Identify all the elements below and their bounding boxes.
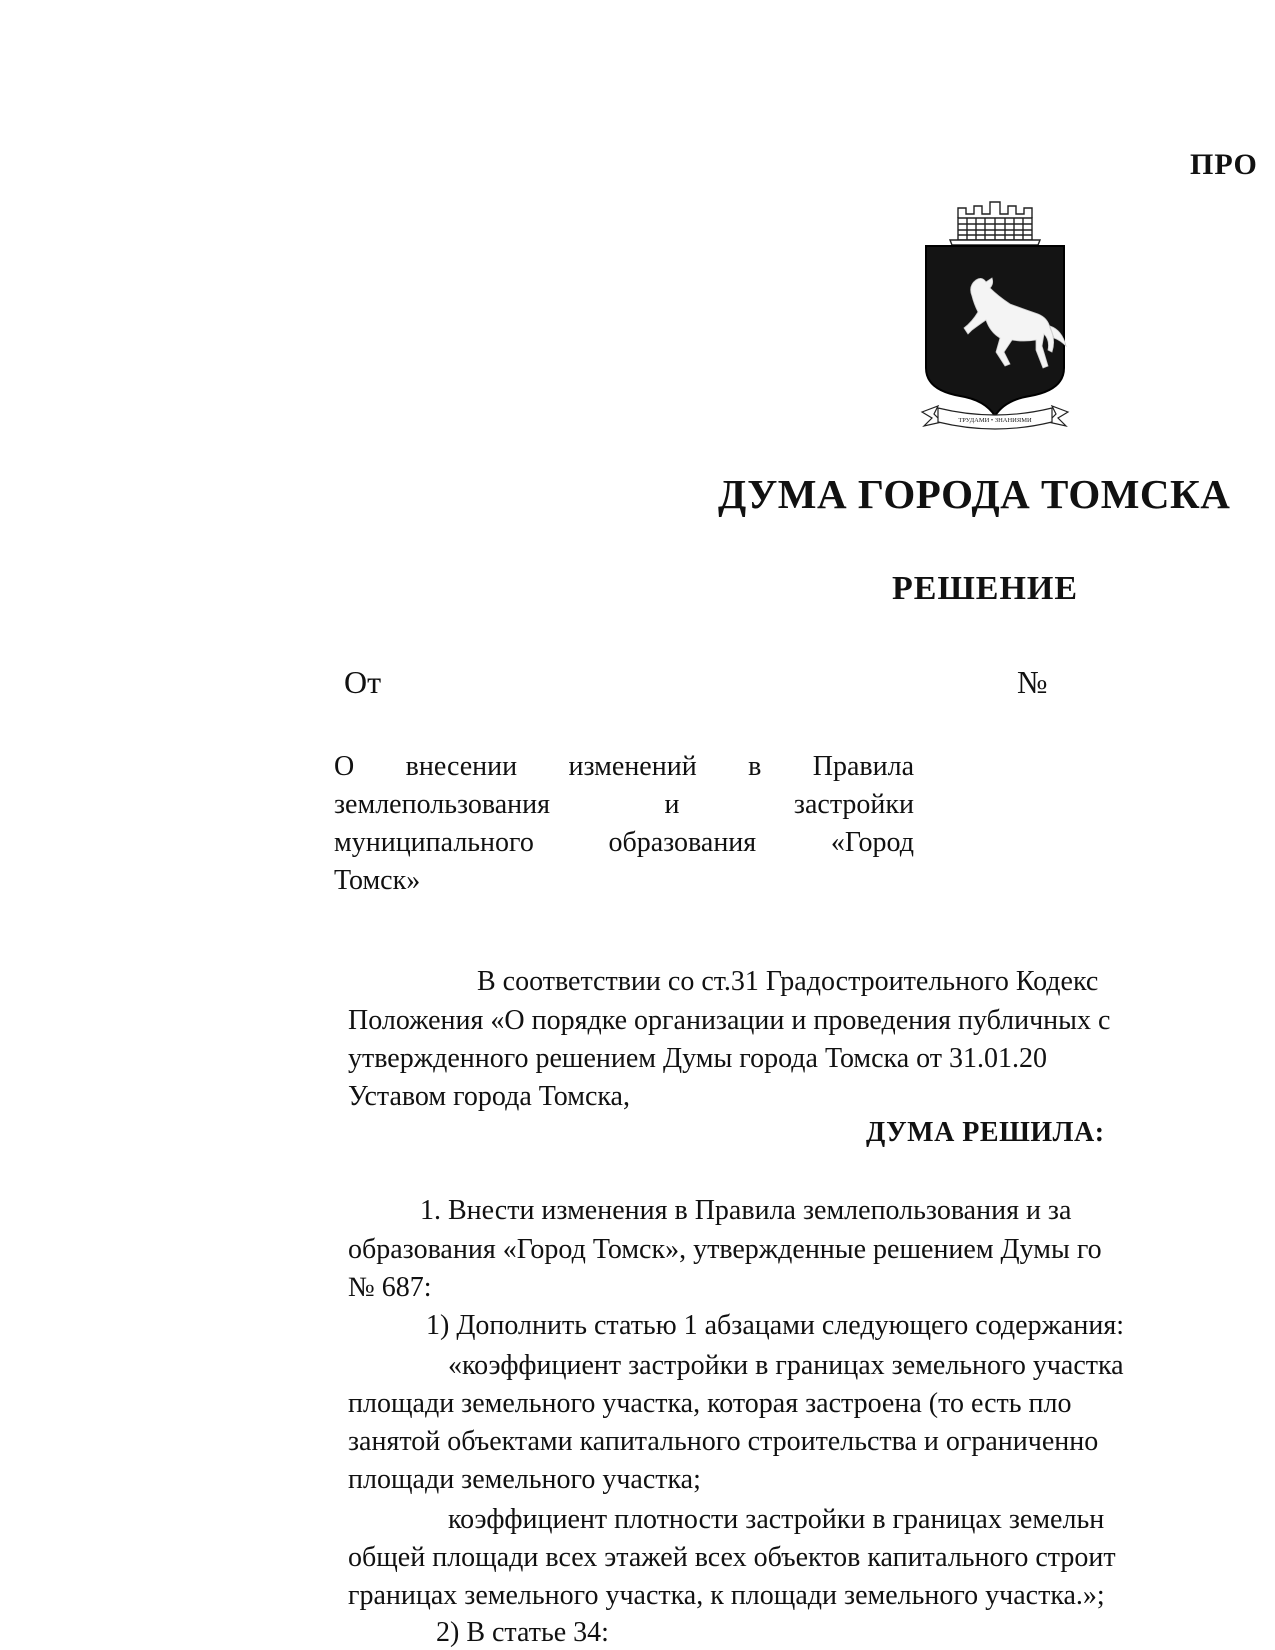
subject-line: О внесении изменений в Правила: [334, 751, 914, 782]
document-type: РЕШЕНИЕ: [892, 570, 1079, 607]
definition-line: площади земельного участка;: [348, 1464, 701, 1495]
definition-line: «коэффициент застройки в границах земельного участка: [448, 1350, 1124, 1381]
subject-block: [334, 748, 914, 900]
definition-line: общей площади всех этажей всех объектов капитального строит: [348, 1542, 1116, 1573]
number-label: №: [1017, 664, 1048, 700]
preamble-line: Положения «О порядке организации и проведения публичных с: [348, 1005, 1111, 1036]
item-line: № 687:: [348, 1272, 432, 1303]
definition-line: границах земельного участка, к площади земельного участка.»;: [348, 1580, 1105, 1611]
issuer-title: ДУМА ГОРОДА ТОМСКА: [718, 471, 1231, 517]
preamble-line: Уставом города Томска,: [348, 1081, 630, 1112]
decision-heading: ДУМА РЕШИЛА:: [866, 1117, 1105, 1148]
date-label: От: [344, 664, 382, 700]
item-line: образования «Город Томск», утвержденные решением Думы го: [348, 1234, 1102, 1265]
subject-line: землепользования и застройки: [334, 789, 914, 820]
preamble-line: В соответствии со ст.31 Градостроительного Кодекс: [477, 966, 1099, 997]
project-label: ПРО: [1190, 148, 1258, 181]
motto-text: ТРУДАМИ • ЗНАНИЯМИ: [958, 417, 1032, 424]
definition-line: занятой объектами капитального строительства и ограниченно: [348, 1426, 1099, 1457]
tomsk-coat-of-arms-icon: [920, 200, 1070, 445]
definition-line: площади земельного участка, которая застроена (то есть пло: [348, 1388, 1072, 1419]
definition-line: коэффициент плотности застройки в границах земельн: [448, 1504, 1105, 1535]
subitem-intro: 2) В статье 34:: [436, 1617, 609, 1648]
preamble-line: утвержденного решением Думы города Томска от 31.01.20: [348, 1043, 1048, 1074]
subject-line: муниципального образования «Город: [334, 827, 914, 858]
item-line: 1. Внести изменения в Правила землепользования и за: [420, 1195, 1072, 1226]
subject-line: Томск»: [334, 865, 421, 896]
crown-icon: [950, 202, 1040, 245]
subitem-intro: 1) Дополнить статью 1 абзацами следующего содержания:: [426, 1310, 1124, 1341]
